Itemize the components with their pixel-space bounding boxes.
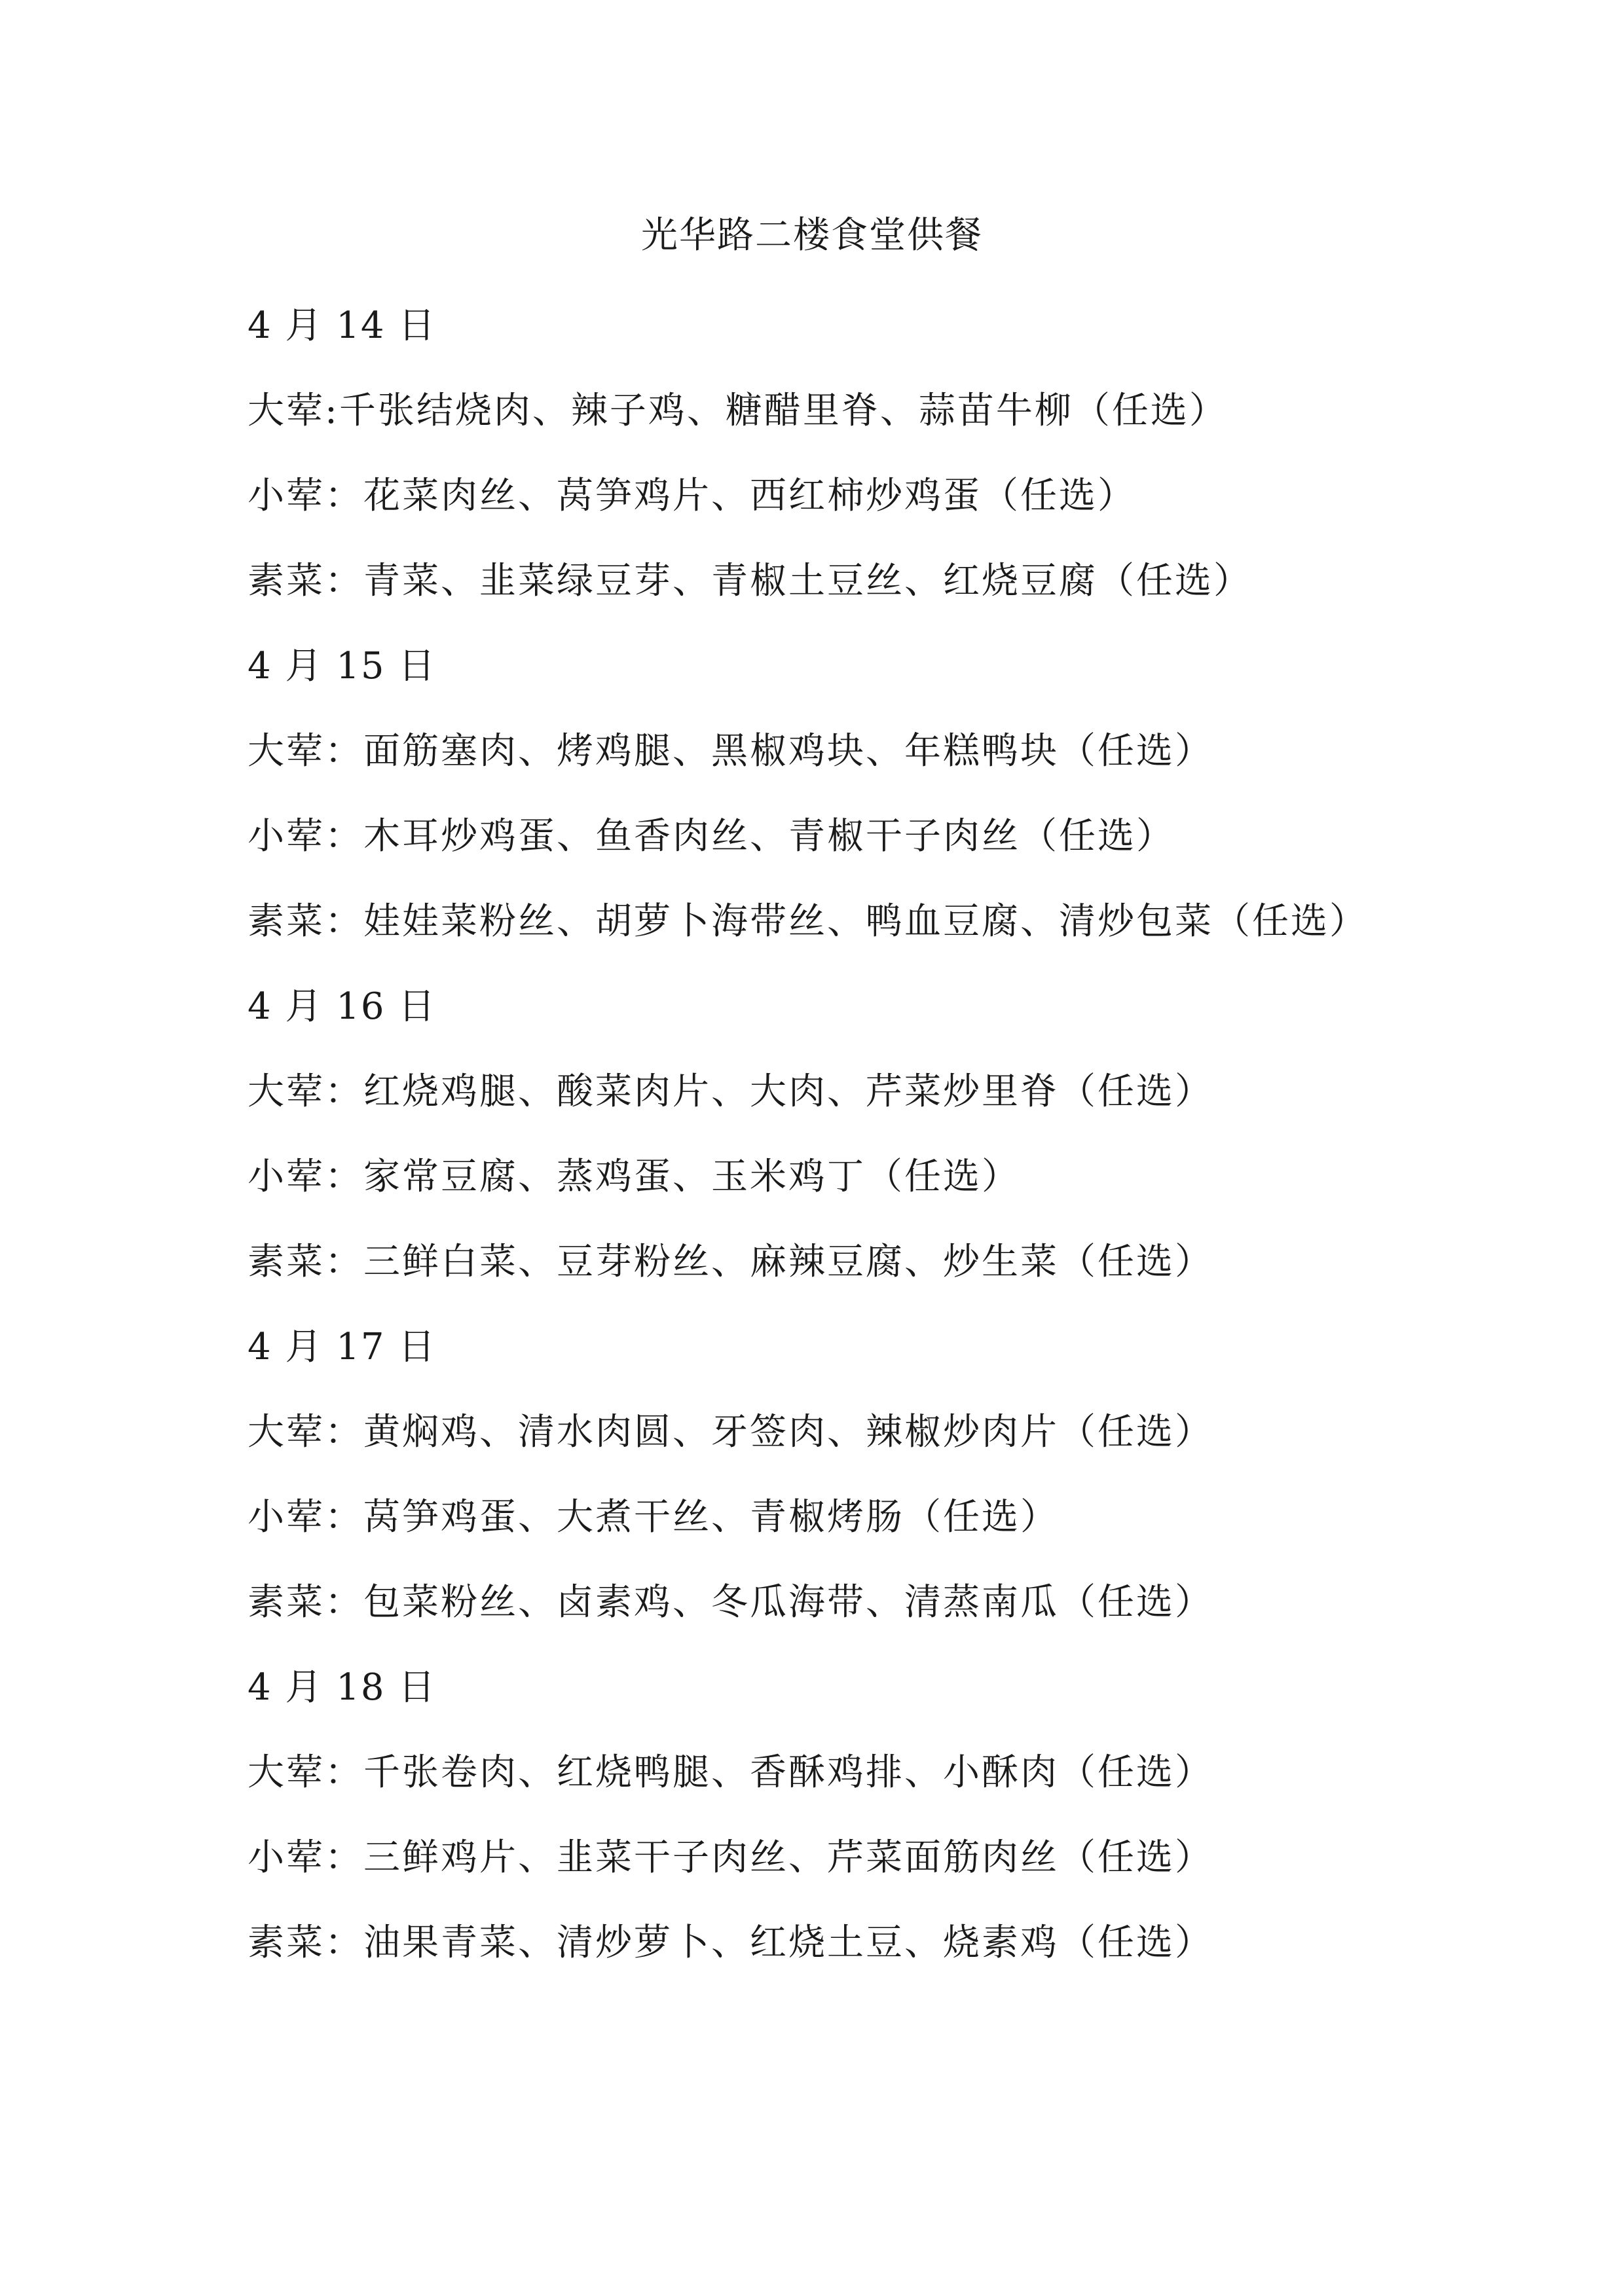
dish-list: 红烧鸡腿、酸菜肉片、大肉、芹菜炒里脊（任选） xyxy=(363,1070,1213,1113)
category-separator: ： xyxy=(325,1496,363,1539)
category-separator: ： xyxy=(325,1411,363,1453)
category-label: 小荤 xyxy=(248,475,325,517)
category-separator: ： xyxy=(325,560,363,602)
day-date: 4 月 14 日 xyxy=(248,304,437,347)
dish-list: 面筋塞肉、烤鸡腿、黑椒鸡块、年糕鸭块（任选） xyxy=(363,730,1213,773)
category-separator: ： xyxy=(325,815,363,858)
dish-list: 木耳炒鸡蛋、鱼香肉丝、青椒干子肉丝（任选） xyxy=(363,815,1175,858)
category-separator: ： xyxy=(325,1070,363,1113)
dish-list: 花菜肉丝、莴笋鸡片、西红柿炒鸡蛋（任选） xyxy=(363,475,1136,517)
category-separator: ： xyxy=(325,730,363,773)
category-label: 小荤 xyxy=(248,1156,325,1198)
day-block-apr-17 xyxy=(248,1315,1590,1655)
dish-list: 莴笋鸡蛋、大煮干丝、青椒烤肠（任选） xyxy=(363,1496,1059,1539)
category-separator: ： xyxy=(325,1581,363,1624)
menu-row-minor-meat xyxy=(248,1485,1590,1570)
dish-list: 青菜、韭菜绿豆芽、青椒土豆丝、红烧豆腐（任选） xyxy=(363,560,1252,602)
category-label: 小荤 xyxy=(248,815,325,858)
menu-row-minor-meat xyxy=(248,464,1590,549)
day-block-apr-16 xyxy=(248,974,1590,1315)
day-block-apr-15 xyxy=(248,634,1590,974)
dish-list: 黄焖鸡、清水肉圆、牙签肉、辣椒炒肉片（任选） xyxy=(363,1411,1213,1453)
dish-list: 千张卷肉、红烧鸭腿、香酥鸡排、小酥肉（任选） xyxy=(363,1751,1213,1794)
category-separator: ： xyxy=(325,1751,363,1794)
dish-list: 油果青菜、清炒萝卜、红烧土豆、烧素鸡（任选） xyxy=(363,1922,1213,1964)
category-label: 大荤 xyxy=(248,730,325,773)
menu-row-vegetable xyxy=(248,1570,1590,1655)
category-label: 素菜 xyxy=(248,1922,325,1964)
category-separator: ： xyxy=(325,1156,363,1198)
menu-row-vegetable xyxy=(248,889,1590,974)
menu-row-major-meat xyxy=(248,378,1590,464)
category-label: 大荤 xyxy=(248,1070,325,1113)
category-label: 素菜 xyxy=(248,900,325,943)
category-separator: ： xyxy=(325,1836,363,1879)
menu-row-major-meat xyxy=(248,1740,1590,1825)
category-label: 小荤 xyxy=(248,1836,325,1879)
day-date: 4 月 18 日 xyxy=(248,1666,437,1709)
day-block-apr-14 xyxy=(248,293,1590,634)
menu-row-vegetable xyxy=(248,549,1590,634)
menu-row-minor-meat xyxy=(248,1825,1590,1910)
category-label: 大荤 xyxy=(248,1751,325,1794)
dish-list: 家常豆腐、蒸鸡蛋、玉米鸡丁（任选） xyxy=(363,1156,1020,1198)
category-label: 大荤 xyxy=(248,390,325,432)
category-label: 小荤 xyxy=(248,1496,325,1539)
menu-row-vegetable xyxy=(248,1230,1590,1315)
document-title: 光华路二楼食堂供餐 xyxy=(641,214,983,257)
menu-row-major-meat xyxy=(248,1059,1590,1144)
category-separator: ： xyxy=(325,900,363,943)
menu-row-minor-meat xyxy=(248,1144,1590,1230)
menu-row-major-meat xyxy=(248,719,1590,804)
category-label: 素菜 xyxy=(248,1241,325,1283)
day-date: 4 月 16 日 xyxy=(248,985,437,1028)
category-label: 素菜 xyxy=(248,560,325,602)
dish-list: 包菜粉丝、卤素鸡、冬瓜海带、清蒸南瓜（任选） xyxy=(363,1581,1213,1624)
category-separator: ： xyxy=(325,1922,363,1964)
category-label: 素菜 xyxy=(248,1581,325,1624)
category-separator: : xyxy=(325,390,339,432)
menu-row-minor-meat xyxy=(248,804,1590,889)
menu-body xyxy=(248,293,1590,1995)
menu-row-major-meat xyxy=(248,1400,1590,1485)
category-separator: ： xyxy=(325,475,363,517)
category-label: 大荤 xyxy=(248,1411,325,1453)
day-date: 4 月 15 日 xyxy=(248,645,437,687)
dish-list: 三鲜鸡片、韭菜干子肉丝、芹菜面筋肉丝（任选） xyxy=(363,1836,1213,1879)
dish-list: 千张结烧肉、辣子鸡、糖醋里脊、蒜苗牛柳（任选） xyxy=(339,390,1228,432)
dish-list: 三鲜白菜、豆芽粉丝、麻辣豆腐、炒生菜（任选） xyxy=(363,1241,1213,1283)
day-date: 4 月 17 日 xyxy=(248,1326,437,1368)
dish-list: 娃娃菜粉丝、胡萝卜海带丝、鸭血豆腐、清炒包菜（任选） xyxy=(363,900,1368,943)
menu-row-vegetable xyxy=(248,1910,1590,1995)
day-block-apr-18 xyxy=(248,1655,1590,1995)
category-separator: ： xyxy=(325,1241,363,1283)
